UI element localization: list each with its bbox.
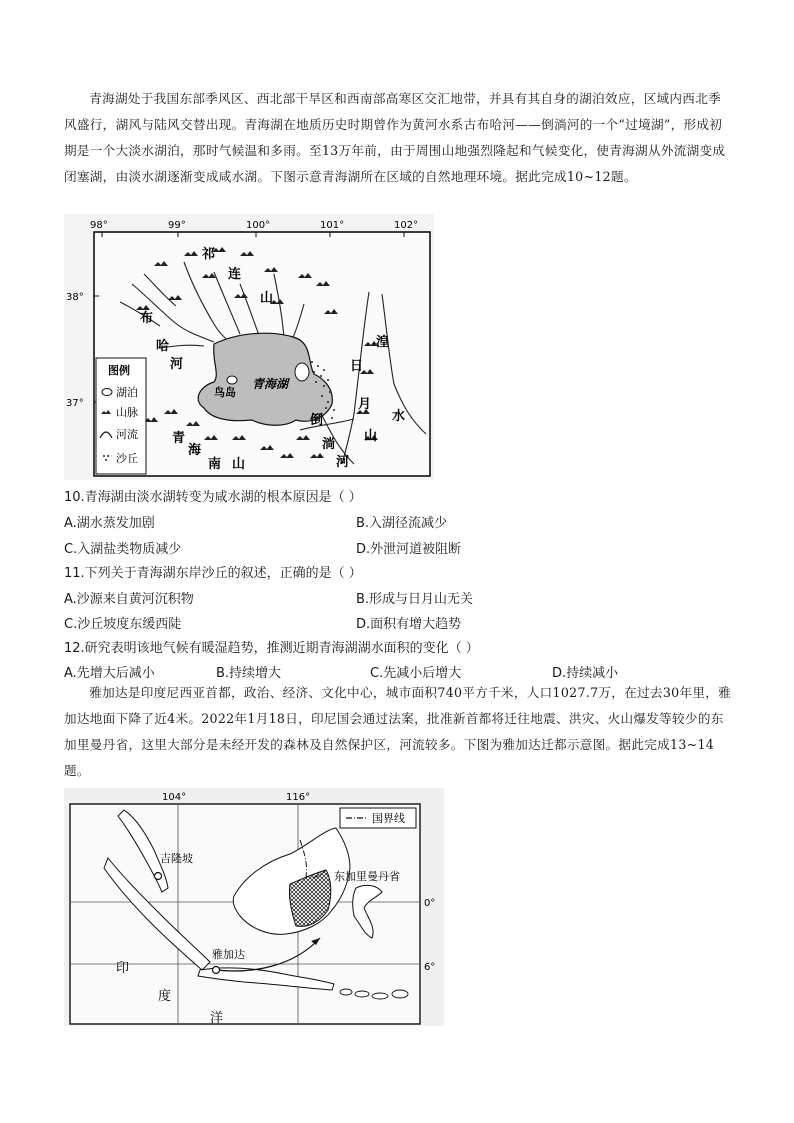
- label-he-west: 河: [170, 357, 184, 372]
- lake-legend-icon: [102, 389, 112, 396]
- label-shui: 水: [392, 409, 406, 424]
- q11-option-b[interactable]: B.形成与日月山无关: [356, 592, 474, 607]
- lon-label-100: 100°: [246, 220, 271, 231]
- q12-option-a[interactable]: A.先增大后减小: [64, 666, 155, 681]
- lon-label-99: 99°: [168, 220, 186, 231]
- q11-stem: 11.下列关于青海湖东岸沙丘的叙述，正确的是（ ）: [64, 566, 362, 581]
- lon-label-104: 104°: [162, 792, 187, 803]
- label-nan: 南: [208, 457, 222, 472]
- lon-label-116: 116°: [286, 792, 311, 803]
- q11-option-c[interactable]: C.沙丘坡度东缓西陡: [64, 617, 182, 632]
- q12-option-b[interactable]: B.持续增大: [216, 666, 282, 681]
- lon-label-98: 98°: [90, 220, 108, 231]
- legend-dune: 沙丘: [116, 452, 138, 465]
- lat-label-38: 38°: [66, 292, 84, 303]
- q12-stem: 12.研究表明该地气候有暖湿趋势，推测近期青海湖湖水面积的变化（ ）: [64, 641, 479, 656]
- label-qing: 青: [172, 431, 186, 446]
- label-tang: 淌: [322, 437, 336, 452]
- label-yue: 月: [358, 397, 372, 412]
- lat-label-6: 6°: [424, 962, 436, 973]
- label-east-kalimantan: 东加里曼丹省: [334, 870, 400, 883]
- legend-river: 河流: [116, 428, 138, 441]
- lake-name: 青海湖: [252, 377, 289, 391]
- legend-title: 图例: [108, 364, 130, 377]
- lon-label-101: 101°: [320, 220, 345, 231]
- q12-option-c[interactable]: C.先减小后增大: [370, 666, 462, 681]
- label-ri: 日: [350, 359, 364, 374]
- map2-legend: [340, 808, 416, 828]
- lon-label-102: 102°: [394, 220, 419, 231]
- label-ocean-du: 度: [158, 989, 172, 1004]
- label-qi: 祁: [202, 247, 216, 262]
- q10-option-b[interactable]: B.入湖径流减少: [356, 516, 448, 531]
- island-name: 鸟岛: [214, 386, 236, 399]
- label-dao: 倒: [310, 413, 324, 428]
- legend-lake: 湖泊: [116, 386, 138, 399]
- label-jakarta: 雅加达: [212, 948, 245, 961]
- jakarta-marker: [213, 967, 220, 974]
- label-shan-north: 山: [260, 291, 274, 306]
- q10-option-a[interactable]: A.湖水蒸发加剧: [64, 516, 155, 531]
- kuala-lumpur-marker: [155, 873, 162, 880]
- lat-label-37: 37°: [66, 398, 84, 409]
- label-he-south: 河: [336, 455, 350, 470]
- q11-option-d[interactable]: D.面积有增大趋势: [356, 617, 462, 632]
- q11-option-a[interactable]: A.沙源来自黄河沉积物: [64, 592, 194, 607]
- passage-qinghai-lake: 青海湖处于我国东部季风区、西北部干旱区和西南部高寒区交汇地带，并具有其自身的湖泊效应，区域内西北季风盛行，湖风与陆风交替出现。青海湖在地质历史时期曾作为黄河水系古布哈河——倒淌河的一个“过境湖”，形成初期是一个大淡水湖泊，那时气候温和多雨。至13万年前，由于周围山地强烈隆起和气候变化，使青海湖从外流湖变成闭塞湖，由淡水湖逐渐变成咸水湖。下图示意青海湖所在区域的自然地理环境。据此完成10~12题。: [64, 91, 726, 184]
- label-kuala-lumpur: 吉隆坡: [160, 852, 193, 865]
- label-bu: 布: [140, 311, 154, 326]
- qinghai-lake-map: [64, 214, 434, 480]
- label-lian: 连: [228, 267, 242, 282]
- q12-option-d[interactable]: D.持续减小: [552, 666, 619, 681]
- jakarta-relocation-map: [64, 788, 444, 1026]
- legend-border: 国界线: [372, 812, 405, 825]
- map1-legend: [96, 358, 146, 474]
- passage-jakarta: 雅加达是印度尼西亚首都，政治、经济、文化中心，城市面积740平方千米，人口1027.7万，在过去30年里，雅加达地面下降了近4米。2022年1月18日，印尼国会通过法案，批准新首都将迁往地震、洪灾、火山爆发等较少的东加里曼丹省，这里大部分是未经开发的森林及自然保护区，河流较多。下图为雅加达迁都示意图。据此完成13~14题。: [64, 685, 732, 778]
- label-huang: 湟: [376, 335, 390, 350]
- label-hai: 海: [188, 443, 202, 458]
- lat-label-0: 0°: [424, 898, 436, 909]
- label-shan-south: 山: [232, 457, 246, 472]
- q10-option-c[interactable]: C.入湖盐类物质减少: [64, 542, 182, 557]
- legend-mountain: 山脉: [116, 406, 138, 419]
- label-ocean-yin: 印: [116, 961, 130, 976]
- q10-option-d[interactable]: D.外泄河道被阻断: [356, 542, 462, 557]
- label-shan-east: 山: [364, 429, 378, 444]
- q10-stem: 10.青海湖由淡水湖转变为咸水湖的根本原因是（ ）: [64, 490, 362, 505]
- label-ha: 哈: [156, 339, 170, 354]
- label-ocean-yang: 洋: [210, 1011, 224, 1026]
